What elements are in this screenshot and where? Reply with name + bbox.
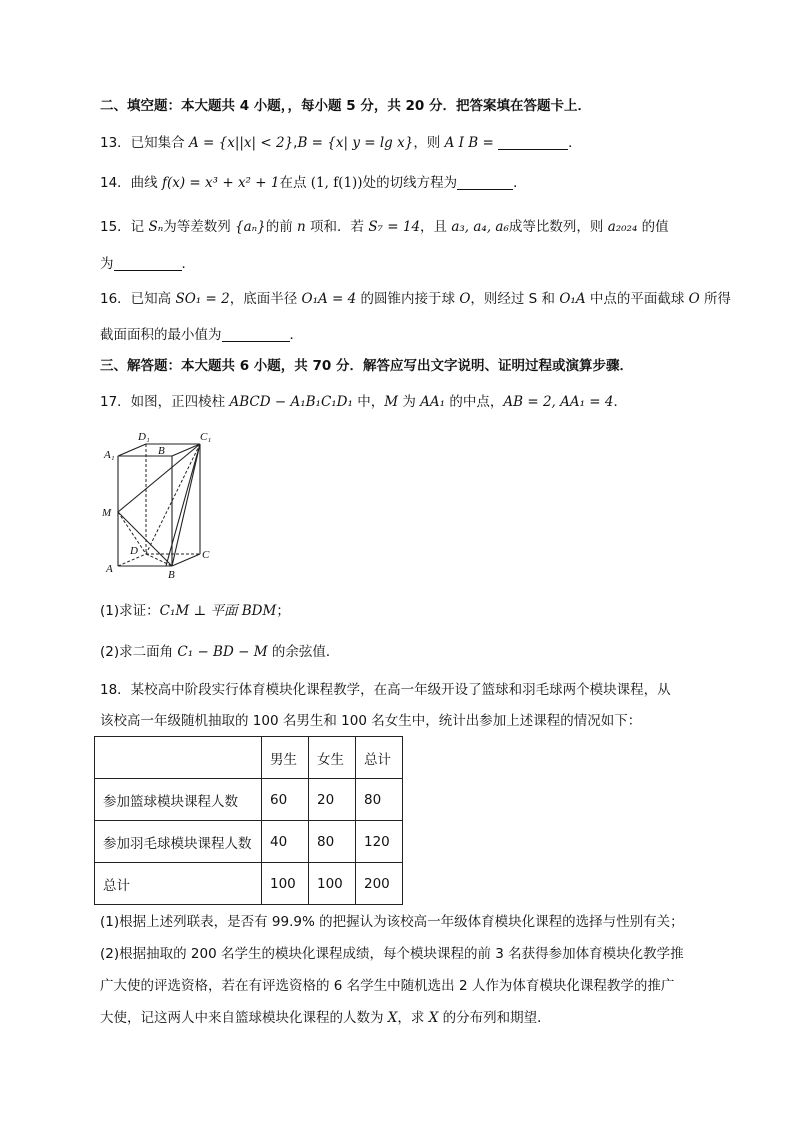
table-cell: 120 <box>356 821 403 863</box>
q16-text: 截面面积的最小值为 <box>100 327 222 343</box>
q15-text: 成等比数列，则 <box>508 219 608 235</box>
table-cell: 100 <box>309 863 356 905</box>
q15-an: {aₙ} <box>235 219 266 235</box>
q17-aa1: AA₁ <box>420 394 446 410</box>
table-row <box>95 863 403 905</box>
q13-answer-blank[interactable] <box>498 135 568 150</box>
contingency-table <box>94 736 403 905</box>
q17-text: 17．如图，正四棱柱 <box>100 394 230 410</box>
label-c: C <box>202 549 210 561</box>
table-cell: 200 <box>356 863 403 905</box>
q15-text: 的前 <box>265 219 298 235</box>
q15-sn: Sₙ <box>148 219 164 235</box>
question-16-line2 <box>100 325 303 345</box>
prism-figure <box>100 426 220 586</box>
q15-end: ． <box>181 256 195 272</box>
question-15-line1 <box>100 217 669 237</box>
table-cell: 60 <box>262 779 309 821</box>
prism-diagram <box>100 426 220 586</box>
table-header-row <box>95 737 403 779</box>
q17-part2 <box>100 642 339 662</box>
q16-end: ． <box>289 327 303 343</box>
q18-text: ，求 <box>397 1010 429 1026</box>
q17-part2-expr: C₁ − BD − M <box>177 644 268 660</box>
q17-text: 的中点， <box>445 394 504 410</box>
q13-prefix: 13．已知集合 <box>100 135 189 151</box>
question-16-line1 <box>100 289 731 309</box>
label-a: A <box>106 563 113 575</box>
label-c1: C₁ <box>200 431 212 443</box>
q18-part2-line3 <box>100 1008 551 1028</box>
section3-heading: 三、解答题：本大题共 6 小题，共 70 分．解答应写出文字说明、证明过程或演算步骤． <box>100 358 633 374</box>
table-cell: 20 <box>309 779 356 821</box>
q16-answer-blank[interactable] <box>222 327 290 342</box>
q15-text: 为等差数列 <box>163 219 236 235</box>
q18-part2-line2: 广大使的评选资格，若在有评选资格的 6 名学生中随机选出 2 人作为体育模块化课程教学的推广 <box>100 978 675 994</box>
q17-part1 <box>100 601 290 621</box>
label-d: D <box>130 545 138 557</box>
q16-text: 16．已知高 <box>100 291 176 307</box>
table-row <box>95 821 403 863</box>
q18-x: X <box>428 1010 439 1026</box>
q14-suffix: 处的切线方程为 <box>362 175 458 191</box>
q18-part1: (1)根据上述列联表，是否有 99.9% 的把握认为该校高一年级体育模块化课程的选择与性别有关； <box>100 914 684 930</box>
question-15-line2 <box>100 254 195 274</box>
q13-expr: A I B = <box>444 135 494 151</box>
table-cell: 100 <box>262 863 309 905</box>
label-a1: A₁ <box>104 449 115 461</box>
q16-text: ，则经过 S 和 <box>470 291 560 307</box>
q14-point: (1, f(1)) <box>310 175 363 191</box>
q17-prism: ABCD − A₁B₁C₁D₁ <box>229 394 353 410</box>
q16-o: O <box>459 291 471 307</box>
q14-answer-blank[interactable] <box>457 175 513 190</box>
q15-s7: S₇ = 14 <box>368 219 421 235</box>
table-row <box>95 779 403 821</box>
q15-text: ，且 <box>420 219 452 235</box>
q17-m: M <box>384 394 399 410</box>
q16-text: 所得 <box>699 291 732 307</box>
q17-part1-text: ； <box>276 603 290 619</box>
q18-line1: 18．某校高中阶段实行体育模块化课程教学，在高一年级开设了篮球和羽毛球两个模块课程，从 <box>100 682 671 698</box>
table-cell: 80 <box>356 779 403 821</box>
q18-line2: 该校高一年级随机抽取的 100 名男生和 100 名女生中，统计出参加上述课程的情况如下： <box>100 713 642 729</box>
table-cell: 参加羽毛球模块课程人数 <box>95 821 262 863</box>
q14-end: ． <box>513 175 527 191</box>
q16-so1: SO₁ = 2 <box>175 291 230 307</box>
table-cell: 参加篮球模块课程人数 <box>95 779 262 821</box>
q17-part1-text: (1)求证： <box>100 603 160 619</box>
q13-middle: ，则 <box>413 135 445 151</box>
q18-x: X <box>387 1010 398 1026</box>
question-17 <box>100 392 627 412</box>
q15-text: 为 <box>100 256 114 272</box>
q15-text: 项和．若 <box>305 219 369 235</box>
label-m: M <box>102 507 112 519</box>
label-b1: B <box>158 445 165 457</box>
q13-suffix: ． <box>568 135 582 151</box>
table-cell: 男生 <box>262 737 309 779</box>
q16-o1a: O₁A = 4 <box>301 291 357 307</box>
q18-text: 大使，记这两人中来自篮球模块化课程的人数为 <box>100 1010 388 1026</box>
q13-set-b: B = {x| y = lg x} <box>297 135 414 151</box>
q15-terms: a₃, a₄, a₆ <box>451 219 509 235</box>
q17-part2-text: 的余弦值． <box>267 644 340 660</box>
q14-function: f(x) = x³ + x² + 1 <box>161 175 280 191</box>
table-cell: 40 <box>262 821 309 863</box>
q16-o-2: O <box>688 291 700 307</box>
q15-a2024: a₂₀₂₄ <box>607 219 638 235</box>
q16-text: 的圆锥内接于球 <box>356 291 460 307</box>
q17-text: ． <box>613 394 628 410</box>
q13-set-a: A = {x||x| < 2} <box>188 135 294 151</box>
table-cell <box>95 737 262 779</box>
q14-prefix: 14．曲线 <box>100 175 162 191</box>
label-b: B <box>168 569 175 581</box>
q17-part1-expr: C₁M ⊥ 平面 BDM <box>159 603 277 619</box>
q17-text: 为 <box>398 394 421 410</box>
table-cell: 总计 <box>95 863 262 905</box>
q15-n: n <box>297 219 306 235</box>
q15-text: 的值 <box>637 219 669 235</box>
q15-text: 15．记 <box>100 219 149 235</box>
q17-dims: AB = 2, AA₁ = 4 <box>503 394 614 410</box>
q16-text: 中点的平面截球 <box>585 291 689 307</box>
q14-mid: 在点 <box>279 175 311 191</box>
q18-part2-line1: (2)根据抽取的 200 名学生的模块化课程成绩，每个模块课程的前 3 名获得参加体育模块化教学推 <box>100 946 684 962</box>
question-14 <box>100 173 527 193</box>
q16-o1a-2: O₁A <box>559 291 586 307</box>
table-cell: 80 <box>309 821 356 863</box>
q16-text: ，底面半径 <box>229 291 302 307</box>
section2-heading: 二、填空题：本大题共 4 小题，，每小题 5 分，共 20 分．把答案填在答题卡上． <box>100 98 592 114</box>
label-d1: D₁ <box>138 431 150 443</box>
question-13: 13．已知集合 A = {x||x| < 2},B = {x| y = lg x}，则 A I B = ． <box>100 135 582 151</box>
q18-text: 的分布列和期望． <box>438 1010 551 1026</box>
table-cell: 总计 <box>356 737 403 779</box>
q17-text: 中， <box>352 394 385 410</box>
q17-part2-text: (2)求二面角 <box>100 644 178 660</box>
table-cell: 女生 <box>309 737 356 779</box>
q15-answer-blank[interactable] <box>114 256 182 271</box>
